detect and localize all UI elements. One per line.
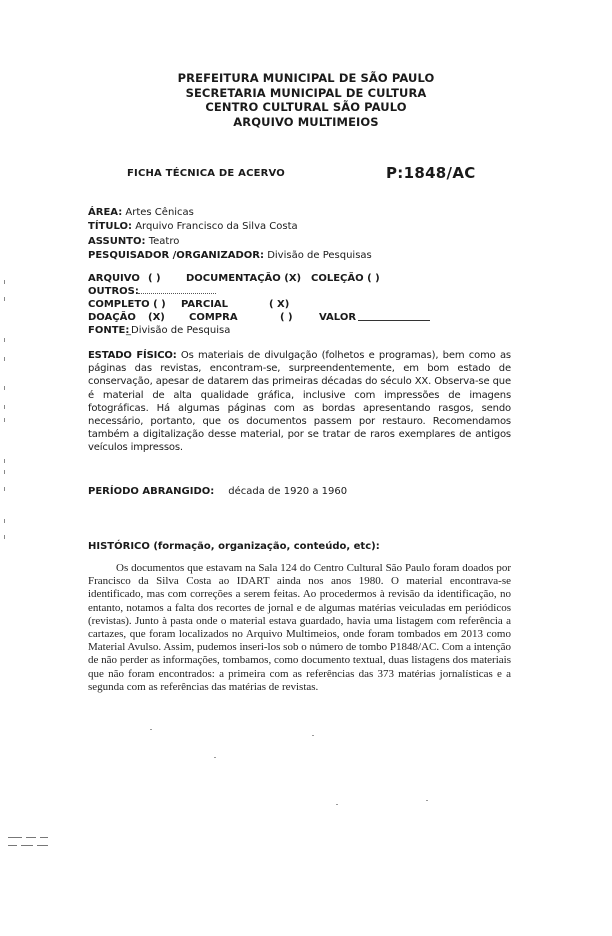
assunto-label: ASSUNTO: [88, 235, 146, 247]
titulo-value: Arquivo Francisco da Silva Costa [135, 221, 298, 233]
header-line-arquivo: ARQUIVO MULTIMEIOS [233, 114, 379, 129]
parcial-mark: ( X) [269, 299, 290, 310]
valor-blank [358, 311, 430, 325]
compra-label: COMPRA [189, 312, 238, 323]
arquivo-row [88, 272, 508, 285]
identification-fields [88, 206, 372, 264]
colecao-label: COLEÇÃO ( ) [311, 273, 380, 284]
scan-bottom-marks [8, 835, 53, 849]
documentacao-label: DOCUMENTAÇÃO (X) [186, 273, 302, 284]
outros-row [88, 285, 508, 298]
header-line-secretaria: SECRETARIA MUNICIPAL DE CULTURA [185, 85, 427, 100]
arquivo-label: ARQUIVO [88, 273, 140, 284]
classification-checks [88, 272, 508, 337]
compra-mark: ( ) [280, 312, 293, 323]
doacao-row [88, 311, 508, 324]
pesquisador-row [88, 249, 372, 263]
completo-row [88, 298, 508, 311]
arquivo-mark: ( ) [148, 273, 161, 284]
header-line-centro: CENTRO CULTURAL SÃO PAULO [205, 100, 407, 114]
estado-fisico-text: Os materiais de divulgação (folhetos e programas), bem como as páginas das revistas, encontram-se, surpreendentemente, em bom estado de conservação, apesar de datarem das primeiras décadas do século XX. Observa-se que é material de alta qualidade gráfica, inclusive com impressões de imagens fotográficas. Há algumas páginas com as bordas apresentando rasgos, sendo necessário, portanto, que os documentos passem por restauro. Recomendamos também a digitalização desse material, por se tratar de raros exemplares de antigos veículos impressos. [88, 350, 511, 454]
outros-label: OUTROS: [88, 286, 139, 297]
assunto-value: Teatro [148, 235, 180, 247]
outros-blank [138, 285, 216, 298]
periodo-row [88, 486, 347, 497]
institution-header [0, 71, 612, 129]
titulo-label: TÍTULO: [88, 221, 132, 233]
fonte-row [88, 324, 508, 337]
area-row [88, 206, 372, 220]
periodo-label: PERÍODO ABRANGIDO: [88, 486, 215, 497]
assunto-row [88, 235, 372, 249]
scan-margin-marks [0, 0, 10, 936]
historico-title: HISTÓRICO (formação, organização, conteúdo, etc): [88, 541, 380, 552]
area-value: Artes Cênicas [125, 207, 194, 218]
pesquisador-label: PESQUISADOR /ORGANIZADOR: [88, 250, 265, 262]
historico-text: Os documentos que estavam na Sala 124 do Centro Cultural São Paulo foram doados por Francisco da Silva Costa ao IDART ainda nos anos 1980. O material encontrava-se identificado, mas com correções a serem feitas. Ao procedermos à revisão da identificação, no entanto, notamos a falta dos recortes de jornal e de algumas matérias veiculadas em periódicos (revistas). Junto à pasta onde o material estava guardado, havia uma listagem com referência a cartazes, que foram localizados no Arquivo Multimeios, onde foram tombados em 2013 como Material Avulso. Assim, pudemos inseri-los sob o número de tombo P1848/AC. Com a intenção de não perder as informações, tombamos, como documento textual, duas listagens dos materiais que não foram encontrados: a primeira com as referências das 373 matérias jornalísticas e a segunda com as referências das matérias de revistas. [88, 562, 511, 693]
doacao-mark: (X) [148, 312, 165, 323]
area-label: ÁREA: [88, 207, 123, 218]
ficha-title: FICHA TÉCNICA DE ACERVO [127, 168, 286, 179]
doacao-label: DOAÇÃO [88, 312, 136, 323]
titulo-row [88, 220, 372, 234]
ficha-code: P:1848/AC [386, 164, 476, 182]
periodo-value: década de 1920 a 1960 [228, 486, 348, 497]
valor-label: VALOR [319, 312, 357, 323]
fonte-value: _Divisão de Pesquisa [126, 325, 231, 336]
estado-fisico-label: ESTADO FÍSICO: [88, 350, 177, 361]
parcial-label: PARCIAL [181, 299, 229, 310]
pesquisador-value: Divisão de Pesquisas [267, 250, 372, 262]
fonte-label: FONTE: [88, 325, 130, 336]
completo-label: COMPLETO ( ) [88, 299, 166, 310]
estado-fisico-paragraph [88, 349, 511, 455]
header-line-prefeitura: PREFEITURA MUNICIPAL DE SÃO PAULO [177, 71, 435, 85]
